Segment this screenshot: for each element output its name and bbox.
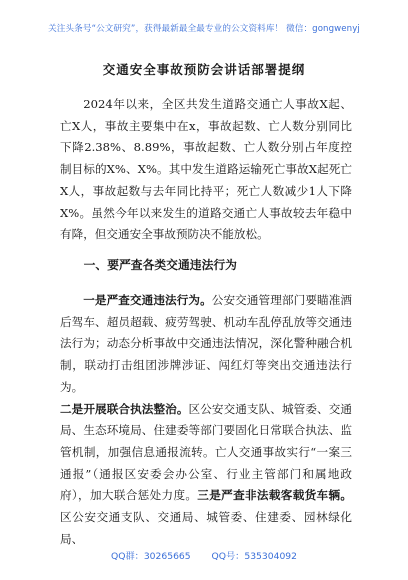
paragraph-text-1: 公安交通管理部门要瞄准酒后驾车、超员超载、疲劳驾驶、机动车乱停乱放等交通违法行为；动态分析事故中交通违法情况，深化警种融合机制，联动打击组团涉牌涉证、闯红灯等突出交通违法行为。 — [60, 293, 352, 394]
lead-phrase-1: 一是严查交通违法行为。 — [83, 293, 212, 307]
footer-qq-group: QQ群：30265665 — [111, 551, 191, 562]
header-note: 关注头条号“公文研究”，获得最新最全最专业的公文资料库！ 微信：gongwenyj — [48, 24, 360, 34]
intro-paragraph: 2024年以来，全区共发生道路交通亡人事故X起、亡X人，事故主要集中在x，事故起数、亡人数分别同比下降2.38%、8.89%，事故起数、亡人数分别占年度控制目标的X%、X%。其中发生道路运输死亡事故X起死亡X人，事故起数与去年同比持平；死亡人数减少1人下降X%。虽然今年以来发生的道路交通亡人事故较去年稳中有降，但交通安全事故预防决不能放松。 — [60, 97, 352, 242]
section-heading-1: 一、要严查各类交通违法行为 — [83, 258, 237, 272]
document-title: 交通安全事故预防会讲话部署提纲 — [102, 62, 306, 77]
section1-paragraph — [60, 290, 352, 399]
paragraph-text-2: 区公安交通支队、城管委、交通局、生态环境局、住建委等部门要固化日常联合执法、监管机制，加强信息通报流转。亡人交通事故实行“一案三通报”（通报区安委会办公室、行业主管部门和属地政府），加大联合惩处力度。 — [60, 401, 352, 503]
paragraph-text-3: 区公安交通支队、交通局、城管委、住建委、园林绿化局、 — [60, 510, 352, 546]
footer-qq-number: QQ号：535304092 — [211, 551, 297, 562]
lead-phrase-2: 二是开展联合执法整治。 — [60, 401, 189, 416]
section1-paragraph-2 — [60, 399, 352, 551]
section1-paragraph-block — [60, 290, 352, 550]
intro-paragraph-block — [60, 94, 352, 246]
footer-contact — [0, 548, 408, 562]
lead-phrase-3: 三是严查非法载客载货车辆。 — [197, 488, 352, 503]
